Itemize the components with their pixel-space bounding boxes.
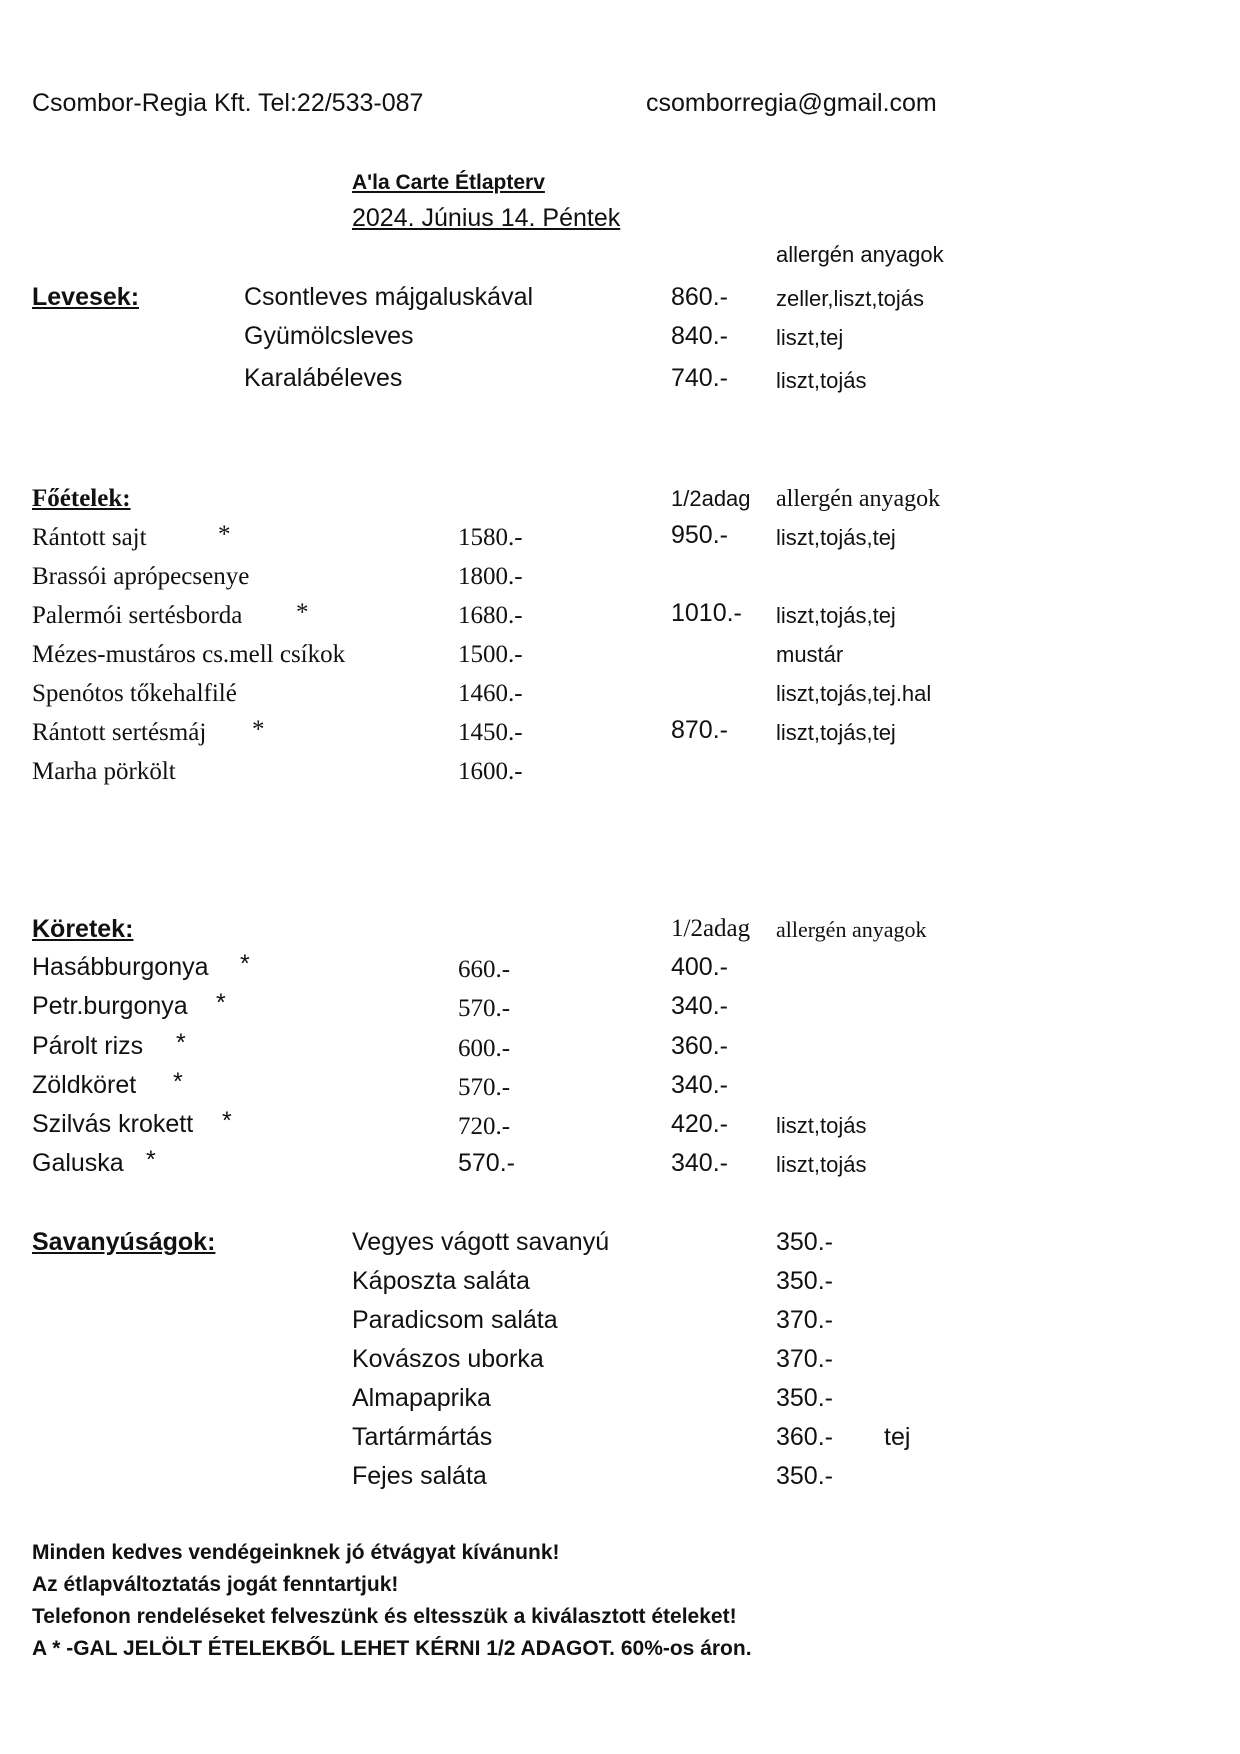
half-portion-star: *: [222, 1107, 232, 1135]
dish-name: Rántott sertésmáj: [32, 719, 207, 746]
half-portion-star: *: [176, 1029, 186, 1057]
half-portion-star: *: [296, 599, 309, 626]
dish-price: 370.-: [776, 1306, 833, 1334]
dish-name: Almapaprika: [352, 1384, 491, 1412]
dish-allergens: liszt,tojás,tej.hal: [776, 681, 932, 706]
foetelek-heading: Főételek:: [32, 485, 131, 512]
dish-price: 600.-: [458, 1035, 511, 1062]
dish-allergens: zeller,liszt,tojás: [776, 286, 924, 311]
dish-name: Karalábéleves: [244, 364, 403, 392]
dish-name: Brassói aprópecsenye: [32, 563, 250, 590]
half-price: 340.-: [671, 1149, 728, 1177]
dish-price: 350.-: [776, 1384, 833, 1412]
dish-price: 1800.-: [458, 563, 523, 590]
dish-name: Szilvás krokett: [32, 1110, 194, 1138]
footer-line: Telefonon rendeléseket felveszünk és eltesszük a kiválasztott ételeket!: [32, 1605, 737, 1628]
dish-name: Párolt rizs: [32, 1032, 144, 1060]
company-info: Csombor-Regia Kft. Tel:22/533-087: [32, 89, 424, 117]
dish-name: Hasábburgonya: [32, 953, 209, 981]
half-portion-star: *: [218, 521, 231, 548]
savanyusagok-heading: Savanyúságok:: [32, 1228, 216, 1256]
half-portion-star: *: [216, 989, 226, 1017]
dish-name: Tartármártás: [352, 1423, 493, 1451]
dish-price: 570.-: [458, 1074, 511, 1101]
koretek-allergen-header: allergén anyagok: [776, 917, 927, 942]
levesek-allergen-header: allergén anyagok: [776, 242, 944, 267]
dish-name: Palermói sertésborda: [32, 602, 243, 629]
half-price: 950.-: [671, 521, 728, 549]
dish-price: 570.-: [458, 1149, 515, 1177]
dish-name: Mézes-mustáros cs.mell csíkok: [32, 641, 346, 668]
half-portion-star: *: [252, 716, 265, 743]
dish-price: 360.-: [776, 1423, 833, 1451]
dish-price: 1460.-: [458, 680, 523, 707]
half-price: 1010.-: [671, 599, 742, 627]
dish-allergens: liszt,tojás: [776, 1152, 867, 1177]
dish-price: 860.-: [671, 283, 728, 311]
dish-price: 350.-: [776, 1228, 833, 1256]
dish-price: 1600.-: [458, 758, 523, 785]
footer-line: A * -GAL JELÖLT ÉTELEKBŐL LEHET KÉRNI 1/2 ADAGOT. 60%-os áron.: [32, 1637, 752, 1660]
dish-name: Zöldköret: [32, 1071, 137, 1099]
dish-price: 1500.-: [458, 641, 523, 668]
half-portion-star: *: [146, 1146, 156, 1174]
dish-allergens: liszt,tojás,tej: [776, 603, 896, 628]
dish-name: Csontleves májgaluskával: [244, 283, 534, 311]
dish-price: 350.-: [776, 1462, 833, 1490]
dish-allergens: tej: [884, 1423, 911, 1451]
menu-title: A'la Carte Étlapterv: [352, 171, 545, 194]
half-price: 400.-: [671, 953, 728, 981]
dish-allergens: liszt,tojás: [776, 368, 867, 393]
dish-name: Marha pörkölt: [32, 758, 176, 785]
dish-allergens: liszt,tojás,tej: [776, 720, 896, 745]
half-portion-star: *: [240, 950, 250, 978]
dish-price: 370.-: [776, 1345, 833, 1373]
dish-name: Káposzta saláta: [352, 1267, 530, 1295]
dish-price: 740.-: [671, 364, 728, 392]
dish-price: 1680.-: [458, 602, 523, 629]
half-price: 340.-: [671, 1071, 728, 1099]
foetelek-allergen-header: allergén anyagok: [776, 486, 941, 512]
dish-price: 1450.-: [458, 719, 523, 746]
dish-price: 720.-: [458, 1113, 511, 1140]
dish-allergens: liszt,tojás,tej: [776, 525, 896, 550]
foetelek-half-header: 1/2adag: [671, 486, 751, 511]
dish-allergens: mustár: [776, 642, 844, 667]
dish-name: Vegyes vágott savanyú: [352, 1228, 610, 1256]
dish-allergens: liszt,tojás: [776, 1113, 867, 1138]
dish-name: Rántott sajt: [32, 524, 147, 551]
dish-price: 350.-: [776, 1267, 833, 1295]
half-portion-star: *: [173, 1068, 183, 1096]
dish-price: 660.-: [458, 956, 511, 983]
dish-name: Galuska: [32, 1149, 124, 1177]
half-price: 360.-: [671, 1032, 728, 1060]
koretek-heading: Köretek:: [32, 915, 134, 943]
dish-name: Paradicsom saláta: [352, 1306, 558, 1334]
half-price: 870.-: [671, 716, 728, 744]
dish-name: Fejes saláta: [352, 1462, 487, 1490]
dish-price: 570.-: [458, 995, 511, 1022]
dish-name: Petr.burgonya: [32, 992, 188, 1020]
levesek-heading: Levesek:: [32, 283, 140, 311]
dish-price: 840.-: [671, 322, 728, 350]
dish-name: Spenótos tőkehalfilé: [32, 680, 237, 707]
half-price: 420.-: [671, 1110, 728, 1138]
footer-line: Az étlapváltoztatás jogát fenntartjuk!: [32, 1573, 399, 1596]
dish-allergens: liszt,tej: [776, 325, 844, 350]
email-address[interactable]: csomborregia@gmail.com: [646, 89, 937, 117]
footer-line: Minden kedves vendégeinknek jó étvágyat kívánunk!: [32, 1541, 560, 1564]
dish-name: Gyümölcsleves: [244, 322, 414, 350]
dish-price: 1580.-: [458, 524, 523, 551]
koretek-half-header: 1/2adag: [671, 915, 751, 942]
dish-name: Kovászos uborka: [352, 1345, 544, 1373]
half-price: 340.-: [671, 992, 728, 1020]
menu-date: 2024. Június 14. Péntek: [352, 204, 621, 232]
